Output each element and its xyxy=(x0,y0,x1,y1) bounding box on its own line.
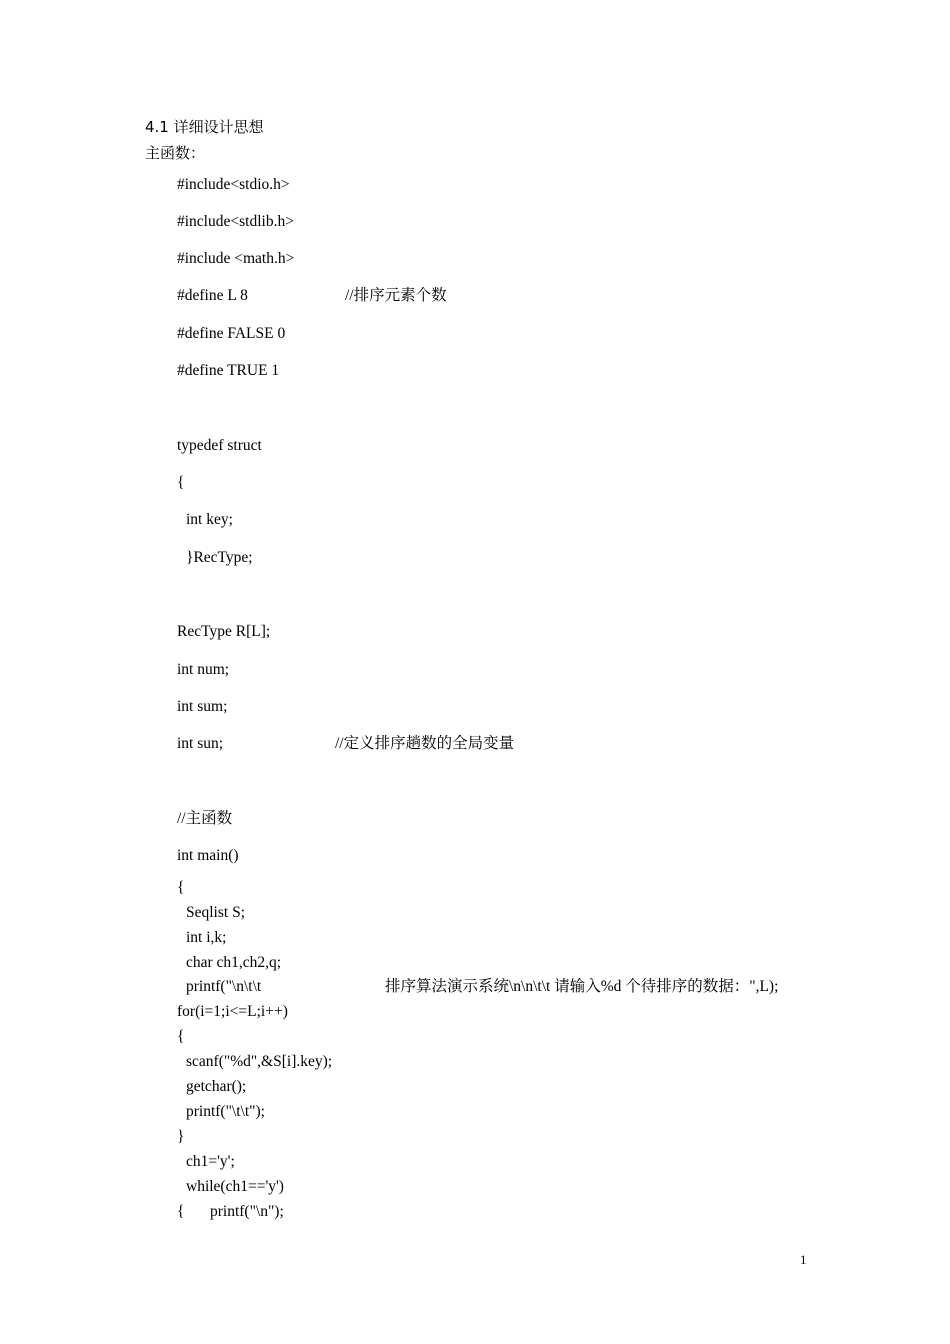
code-line-main-open: { xyxy=(177,879,185,896)
code-line-for-open: { xyxy=(177,1028,185,1045)
code-line-while-open: { xyxy=(177,1203,185,1220)
code-line-seqlist: Seqlist S; xyxy=(186,904,246,921)
main-function-subtitle: 主函数： xyxy=(145,144,206,162)
code-line-rectype-r: RecType R[L]; xyxy=(177,623,271,640)
page-number: 1 xyxy=(800,1252,807,1267)
code-comment-main: //主函数 xyxy=(177,810,233,827)
code-line-while: while(ch1=='y') xyxy=(186,1178,284,1195)
code-line-int-num: int num; xyxy=(177,661,230,678)
code-line-int-sum: int sum; xyxy=(177,698,228,715)
section-title: 4.1 详细设计思想 xyxy=(145,118,264,136)
code-line-define-true: #define TRUE 1 xyxy=(177,362,280,379)
code-line-for-loop: for(i=1;i<=L;i++) xyxy=(177,1003,288,1020)
code-line-printf-rest: 排序算法演示系统\n\n\t\t 请输入%d 个待排序的数据：",L); xyxy=(385,978,779,995)
code-line-int-sun: int sun; xyxy=(177,735,224,752)
code-line-printf-tabs: printf("\t\t"); xyxy=(186,1103,265,1120)
code-line-printf-newline: printf("\n"); xyxy=(210,1203,284,1220)
code-comment-define-l: //排序元素个数 xyxy=(345,287,447,304)
code-line-for-close: } xyxy=(177,1128,185,1145)
code-line-struct-open: { xyxy=(177,474,185,491)
code-line-int-key: int key; xyxy=(186,511,233,528)
code-comment-int-sun: //定义排序趟数的全局变量 xyxy=(335,735,515,752)
code-line-int-ik: int i,k; xyxy=(186,929,227,946)
code-line-include-math: #include <math.h> xyxy=(177,250,295,267)
code-line-include-stdlib: #include<stdlib.h> xyxy=(177,213,294,230)
code-line-printf-start: printf("\n\t\t xyxy=(186,978,262,995)
code-line-struct-close: }RecType; xyxy=(186,549,253,566)
code-line-include-stdio: #include<stdio.h> xyxy=(177,176,290,193)
code-line-typedef: typedef struct xyxy=(177,437,262,454)
code-line-getchar: getchar(); xyxy=(186,1078,247,1095)
code-line-define-l: #define L 8 xyxy=(177,287,248,304)
code-line-char-vars: char ch1,ch2,q; xyxy=(186,954,282,971)
code-line-int-main: int main() xyxy=(177,847,239,864)
code-line-define-false: #define FALSE 0 xyxy=(177,325,286,342)
code-line-ch1-assign: ch1='y'; xyxy=(186,1153,235,1170)
code-line-scanf: scanf("%d",&S[i].key); xyxy=(186,1053,333,1070)
